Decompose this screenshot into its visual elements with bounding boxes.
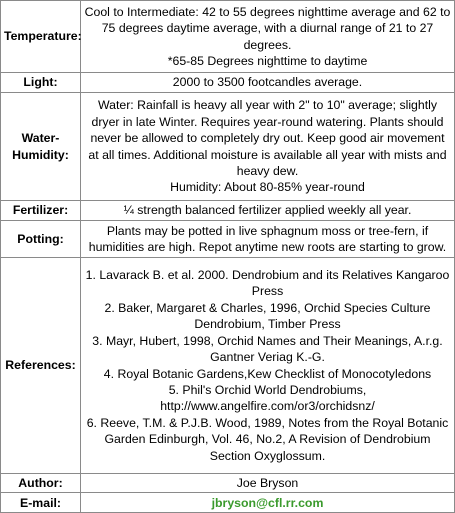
reference-item: 6. Reeve, T.M. & P.J.B. Wood, 1989, Notes from the Royal Botanic Garden Edinburgh, Vol. 46, No.2, A Revision of Dendrobium Section Oxyglossum. <box>86 415 449 463</box>
water-text: Water: Rainfall is heavy all year with 2" to 10" average; slightly dryer in late Winter. Requires year-round watering. Plants should never be allowed to completely dry out. Keep good air movement at all times. Additional moisture is available all year with mists and heavy dew. <box>88 98 447 178</box>
reference-item: 3. Mayr, Hubert, 1998, Orchid Names and Their Meanings, A.r.g. Gantner Veriag K.-G. <box>92 333 443 365</box>
fertilizer-row <box>1 201 455 221</box>
potting-row <box>1 221 455 258</box>
author-row <box>1 474 455 493</box>
light-value: 2000 to 3500 footcandles average. <box>81 73 455 93</box>
light-label: Light: <box>1 73 81 93</box>
reference-item: 1. Lavarack B. et al. 2000. Dendrobium and its Relatives Kangaroo Press <box>85 268 450 299</box>
water-humidity-row <box>1 93 455 201</box>
water-humidity-label: Water-Humidity: <box>1 93 81 201</box>
fertilizer-label: Fertilizer: <box>1 201 81 221</box>
reference-item: 2. Baker, Margaret & Charles, 1996, Orchid Species Culture Dendrobium, Timber Press <box>104 300 431 332</box>
fertilizer-value: ¼ strength balanced fertilizer applied weekly all year. <box>81 201 455 221</box>
temperature-row <box>1 1 455 73</box>
temperature-range-text: Cool to Intermediate: 42 to 55 degrees nighttime average and 62 to 75 degrees daytime average, with a diurnal range of 21 to 27 degrees. <box>84 4 451 52</box>
light-row <box>1 73 455 93</box>
humidity-text: Humidity: About 80-85% year-round <box>170 180 365 195</box>
email-row <box>1 493 455 513</box>
email-link[interactable]: jbryson@cfl.rr.com <box>211 495 324 510</box>
references-row <box>1 258 455 474</box>
email-label: E-mail: <box>1 493 81 513</box>
temperature-value <box>81 1 455 73</box>
author-value: Joe Bryson <box>81 474 455 493</box>
temperature-summary-text: *65-85 Degrees nighttime to daytime <box>167 53 368 68</box>
water-humidity-value <box>81 93 455 201</box>
references-value <box>81 258 455 474</box>
potting-label: Potting: <box>1 221 81 258</box>
author-label: Author: <box>1 474 81 493</box>
temperature-label: Temperature: <box>1 1 81 73</box>
reference-item: 4. Royal Botanic Gardens,Kew Checklist of Monocotyledons <box>103 366 432 381</box>
email-value <box>81 493 455 513</box>
references-label: References: <box>1 258 81 474</box>
reference-item: 5. Phil's Orchid World Dendrobiums, http://www.angelfire.com/or3/orchidsnz/ <box>160 382 375 414</box>
potting-value: Plants may be potted in live sphagnum moss or tree-fern, if humidities are high. Repot anytime new roots are starting to grow. <box>81 221 455 258</box>
